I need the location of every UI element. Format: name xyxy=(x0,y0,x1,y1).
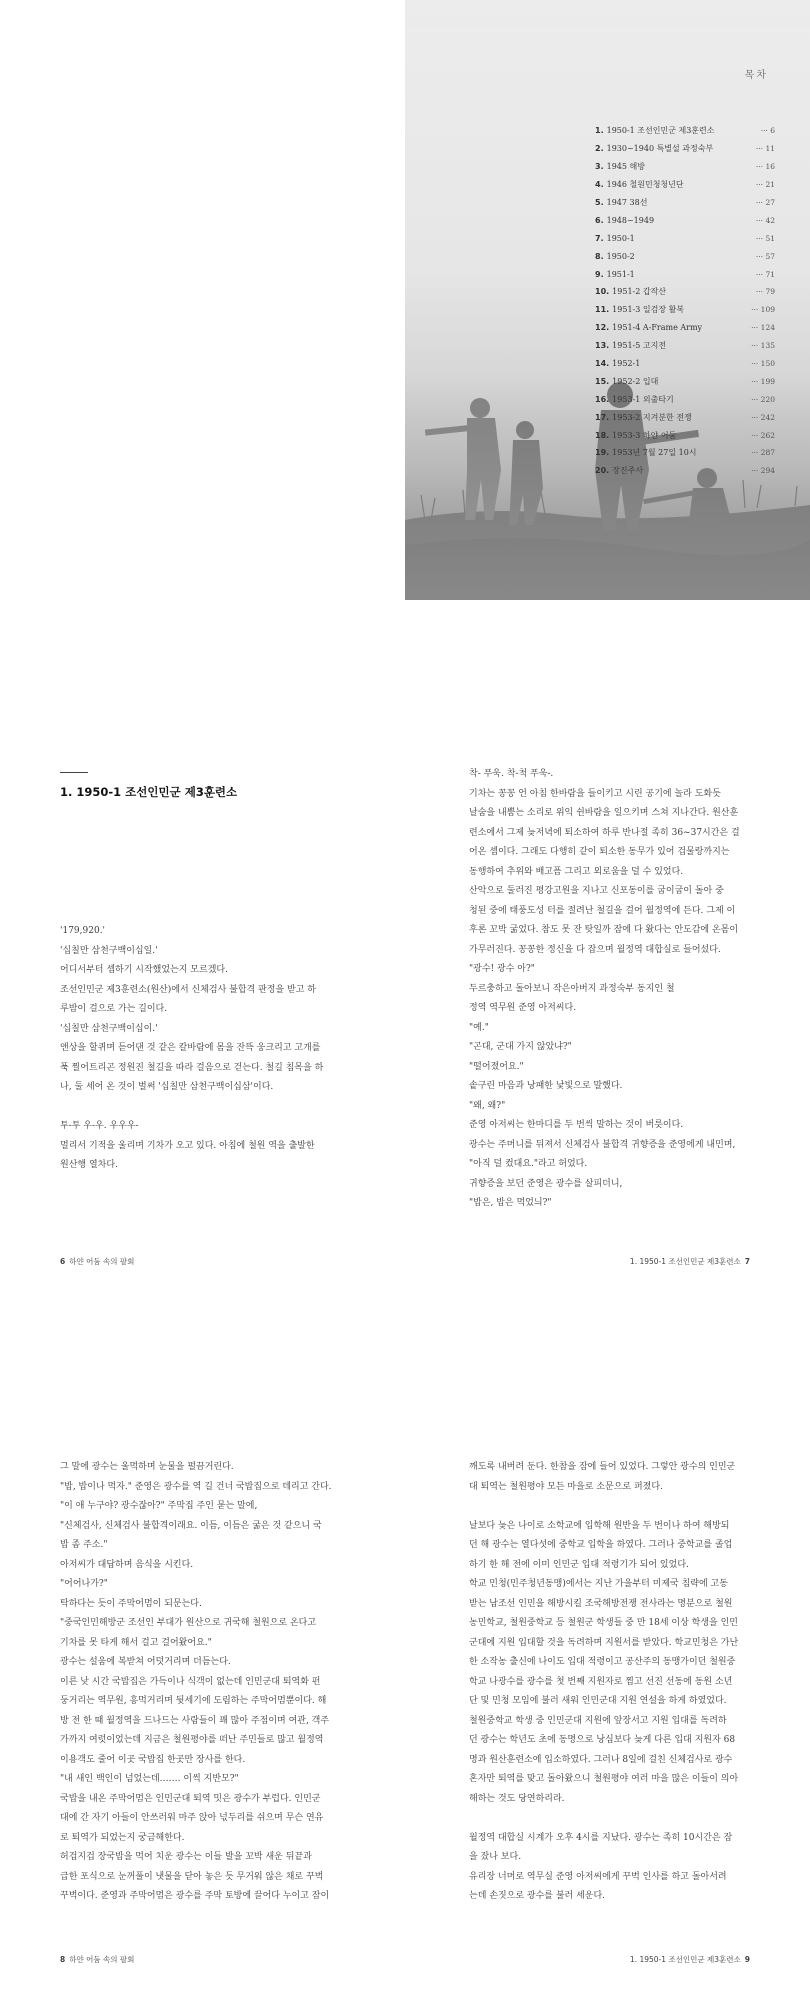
text-line: 한 소작농 출신에 나이도 입대 적령이고 공산주의 동맹가이던 철원중 xyxy=(469,1657,736,1667)
text-line: 대에 간 자기 아들이 안쓰러워 마주 앉아 넋두리를 쉬으며 무슨 연유 xyxy=(60,1813,324,1823)
toc-item[interactable] xyxy=(595,408,775,426)
text-line: 정역 역무원 준영 아저씨다. xyxy=(469,1003,577,1013)
toc-item-title: 1952-1 xyxy=(612,359,641,369)
page-number: 8 xyxy=(60,1955,66,1964)
toc-item[interactable] xyxy=(595,211,775,229)
toc-item-page: ··· 71 xyxy=(755,269,775,279)
toc-item-page: ··· 11 xyxy=(755,144,775,154)
toc-item-number: 12. xyxy=(595,323,610,333)
toc-item[interactable] xyxy=(595,140,775,158)
running-head: 1. 1950-1 조선인민군 제3훈련소 xyxy=(629,1955,741,1964)
text-line: '십칠만 삼천구백이십일.' xyxy=(60,945,158,956)
toc-item-page: ··· 262 xyxy=(751,430,775,440)
text-line: 허겁지겁 장국밥을 먹어 치운 광수는 이들 발을 꼬박 새운 뒤끝과 xyxy=(60,1852,312,1862)
text-line: "예." xyxy=(469,1022,489,1033)
text-line: 꾸벅이다. 준영과 주막어멈은 광수를 주막 토방에 끌어다 누이고 잠이 xyxy=(60,1891,330,1901)
toc-item-page: ··· 124 xyxy=(751,323,775,333)
text-line: 받는 남조선 인민을 해방시킬 조국해방전쟁 전사라는 명분으로 철원 xyxy=(469,1598,733,1609)
toc-item-number: 1. xyxy=(595,126,604,136)
toc-item-page: ··· 220 xyxy=(751,394,775,404)
toc-item-title: 1948~1949 xyxy=(606,215,655,225)
text-line: 둥거리는 역무원, 흥먹거리며 뒷세기에 도림하는 주막어멈뿐이다. 해 xyxy=(60,1696,327,1706)
text-line: 유리장 너머로 역무실 준영 아저씨에게 꾸벅 인사를 하고 돌아서려 xyxy=(469,1871,727,1882)
page-6 xyxy=(0,700,405,1300)
toc-item-title: 1945 해방 xyxy=(606,162,645,172)
text-line xyxy=(60,1098,340,1118)
text-line: 동행하여 추위와 배고픔 그리고 외로움을 덜 수 있었다. xyxy=(469,866,684,877)
running-head: 1. 1950-1 조선인민군 제3훈련소 xyxy=(629,1257,741,1266)
toc-item[interactable] xyxy=(595,229,775,247)
toc-item-page: ··· 42 xyxy=(755,215,775,225)
text-line: 월정역 대합실 시계가 오후 4시를 지났다. 광수는 족히 10시간은 잠 xyxy=(469,1832,733,1843)
text-line: 던 광수는 학년도 초에 동명으로 낭심보다 늦게 다른 입대 지원자 68 xyxy=(469,1735,736,1745)
toc-item-number: 20. xyxy=(595,466,610,476)
toc-item-number: 17. xyxy=(595,412,610,422)
page-number: 7 xyxy=(744,1257,750,1266)
text-line: 그 말에 광수는 울먹하며 눈물을 펄끔거린다. xyxy=(60,1462,234,1472)
toc-item[interactable] xyxy=(595,194,775,212)
toc-item[interactable] xyxy=(595,247,775,265)
toc-item-title: 1952-2 입대 xyxy=(612,376,659,386)
text-line: 명과 원산훈련소에 입소하였다. 그러나 8일에 걸친 신체검사로 광수 xyxy=(469,1754,733,1765)
page-number: 9 xyxy=(744,1955,750,1964)
toc-item-page: ··· 6 xyxy=(760,126,775,136)
text-line: "아직 덜 컸대요."라고 허었다. xyxy=(469,1159,588,1169)
text-line: 귀향증을 보던 준영은 광수를 살피더니, xyxy=(469,1178,623,1189)
text-line: 날보다 늦은 나이로 소학교에 입학해 원반을 두 번이나 하여 해방되 xyxy=(469,1520,730,1531)
toc-item-title: 1953-3 하얀 어둠 xyxy=(612,430,677,440)
toc-item-page: ··· 150 xyxy=(751,359,775,369)
toc-item[interactable] xyxy=(595,301,775,319)
toc-item-title: 1951-1 xyxy=(606,269,635,279)
toc-item-number: 8. xyxy=(595,251,604,261)
toc-item-title: 1953-2 지겨분한 전쟁 xyxy=(612,412,692,422)
toc-item-title: 1951-5 고지전 xyxy=(612,341,667,351)
text-line: 로 퇴역가 되었는지 궁금해한다. xyxy=(60,1832,185,1843)
text-line: 단 및 민청 모임에 불러 새워 인민군대 지원 연설을 하게 하였었다. xyxy=(469,1696,727,1706)
toc-item-number: 4. xyxy=(595,180,604,190)
text-line: 는데 손짓으로 광수를 불러 세운다. xyxy=(469,1891,606,1901)
text-line: 급한 포식으로 눈꺼풀이 냇물을 닫아 놓은 듯 무거워 않은 채로 꾸벅 xyxy=(60,1871,324,1882)
toc-item-title: 1930~1940 특별설 과정숙부 xyxy=(606,144,714,154)
toc-item-page: ··· 57 xyxy=(755,251,775,261)
folio-left xyxy=(60,1256,134,1267)
toc-item-number: 11. xyxy=(595,305,610,315)
text-line xyxy=(469,1809,751,1829)
page-8 xyxy=(0,1400,405,2000)
toc-item-number: 3. xyxy=(595,162,604,172)
toc-item-page: ··· 242 xyxy=(751,412,775,422)
toc-item-title: 1950-1 xyxy=(606,233,635,243)
text-line: 가까지 여럿이었는데 지금은 철원평야를 떠난 주민들로 많고 월정역 xyxy=(60,1735,324,1745)
toc-item-title: 1947 38선 xyxy=(606,198,648,207)
toc-item-title: 1950-2 xyxy=(606,251,635,261)
text-line: 하기 한 해 전에 이미 인민군 입대 적령기가 되어 있었다. xyxy=(469,1559,689,1570)
text-line: 기차는 꽁꽁 언 아침 한바람을 들이키고 시린 공기에 놀라 도화듯 xyxy=(469,788,721,799)
toc-item-title: 1950-1 조선인민군 제3훈련소 xyxy=(606,126,715,136)
text-line: 후론 꼬박 굶었다. 참도 못 잔 탓일까 잠에 다 왔다는 안도감에 온몸이 xyxy=(469,925,739,935)
text-line: "신체검사, 신체검사 불합격이래요. 이듬, 이듬은 굶은 것 같으니 국 xyxy=(60,1520,322,1531)
toc-item[interactable] xyxy=(595,355,775,373)
toc-item-title: 1946 철원민청청년단 xyxy=(606,180,684,190)
toc-item-number: 10. xyxy=(595,287,610,297)
toc-item[interactable] xyxy=(595,122,775,140)
text-line: "밥은, 밥은 먹었늬?" xyxy=(469,1198,552,1208)
text-line: 날숨을 내뿜는 소리로 위익 쉰바람을 일으키며 스쳐 지나간다. 원산훈 xyxy=(469,808,739,818)
text-line: 기차를 못 타게 해서 걸고 걸어왔어요." xyxy=(60,1637,212,1648)
text-line: "내 새인 백인이 넘었는데……. 이씩 지반모?" xyxy=(60,1774,239,1784)
toc-item-number: 5. xyxy=(595,198,604,207)
text-line: 광수는 주머니를 뒤져서 신체검사 불합격 귀향증을 준영에게 내민며, xyxy=(469,1139,736,1150)
toc-item-page: ··· 294 xyxy=(751,466,775,476)
text-line: 광수는 설움에 복받쳐 어덧거리며 더듬는다. xyxy=(60,1657,231,1667)
text-line: 앤상을 할퀴며 듣어댄 것 같은 칼바람에 몸을 잔뜩 웅크리고 고개를 xyxy=(60,1043,321,1053)
text-line: 산악으로 둘러진 평강고원을 지나고 신포동이를 굽이굽이 돌아 중 xyxy=(469,886,724,896)
page-number: 6 xyxy=(60,1257,66,1266)
chapter-rule xyxy=(60,772,88,773)
text-line: 밥 좀 주소." xyxy=(60,1540,108,1550)
toc-item-number: 19. xyxy=(595,448,610,458)
text-line: 탁하다는 듯이 주막어멈이 되문는다. xyxy=(60,1598,202,1609)
page-7 xyxy=(405,700,810,1300)
text-line xyxy=(469,1497,751,1517)
toc-item-page: ··· 199 xyxy=(751,376,775,386)
chapter-title: 1. 1950-1 조선인민군 제3훈련소 xyxy=(60,785,238,799)
folio-right xyxy=(630,1256,750,1267)
toc-item[interactable] xyxy=(595,319,775,337)
text-line: 을 잤나 보다. xyxy=(469,1852,522,1862)
text-line: 국밥을 내온 주막어멈은 인민군대 퇴역 밋은 광수가 부럽다. 인민군 xyxy=(60,1793,321,1804)
text-line: "어어나가?" xyxy=(60,1579,108,1589)
text-line: 철원중학교 학생 중 인민군대 지원에 앞장서고 지원 입대를 독려하 xyxy=(469,1715,727,1726)
chapter-spread-pages-6-7 xyxy=(0,700,810,1300)
text-line: 원산행 열차다. xyxy=(60,1160,118,1170)
toc-item-title: 1951-4 A-Frame Army xyxy=(612,323,703,333)
running-head: 하얀 어둠 속의 팔회 xyxy=(69,1257,135,1266)
text-line: "떨어졌어요." xyxy=(469,1061,524,1072)
text-line: "광수! 광수 아?" xyxy=(469,964,535,974)
text-line: 농민학교, 철원중학교 등 철원군 학생들 중 만 18세 이상 학생을 인민 xyxy=(469,1618,738,1628)
text-line: 루밤이 걸으로 가는 길이다. xyxy=(60,1004,168,1014)
text-line: 조선인민군 제3훈련소(원산)에서 신체검사 불합격 판정을 받고 하 xyxy=(60,984,316,995)
toc-item-title: 1951-2 갑작산 xyxy=(612,287,667,297)
toc-item-number: 14. xyxy=(595,359,610,369)
toc-item[interactable] xyxy=(595,462,775,480)
text-line: 이른 낮 시간 국밥집은 가득이나 식객이 없는데 인민군대 퇴역화 펀 xyxy=(60,1676,321,1687)
text-line: 투-투 우-우. 우우우- xyxy=(60,1121,139,1131)
toc-item-page: ··· 27 xyxy=(755,198,775,207)
text-line: 깨도록 내버려 둔다. 한참을 잠에 들어 있었다. 그렇안 광수의 인민군 xyxy=(469,1462,736,1472)
text-line: 어온 셈이다. 그래도 다행히 같이 퇴소한 동무가 있어 겁물랑까지는 xyxy=(469,847,730,857)
toc-item[interactable] xyxy=(595,283,775,301)
text-line: 두르충하고 돌아보니 작은아버지 과정숙부 동지인 철 xyxy=(469,983,675,994)
text-line: 솥구린 마음과 낭패한 낯빛으로 말했다. xyxy=(469,1081,623,1091)
text-line: 나, 둘 세어 온 것이 벌써 '십칠만 삼천구백이십삼'이다. xyxy=(60,1082,274,1092)
toc-item-number: 7. xyxy=(595,233,604,243)
toc-item-number: 2. xyxy=(595,144,604,154)
toc-item[interactable] xyxy=(595,390,775,408)
running-head: 하얀 어둠 속의 팔회 xyxy=(69,1955,135,1964)
text-line: 착- 푸욱. 착-척 푸욱-. xyxy=(469,769,554,779)
text-line: 준영 아저씨는 한마디를 두 번씩 말하는 것이 버릇이다. xyxy=(469,1120,684,1130)
text-line: "밥, 밥이나 먹자." 준영은 광수를 역 길 건너 국밥집으로 데리고 간다. xyxy=(60,1481,332,1492)
chapter-spread-pages-8-9 xyxy=(0,1400,810,2000)
toc-item[interactable] xyxy=(595,372,775,390)
toc-item-number: 15. xyxy=(595,376,610,386)
toc-item-title: 1951-3 일검장 활복 xyxy=(612,305,685,315)
text-line: "곤대, 군대 가지 않았냐?" xyxy=(469,1042,572,1052)
text-line: 푹 찔어트리곤 정원진 철길을 따라 걸음으로 걷는다. 철길 침목을 하 xyxy=(60,1062,324,1073)
toc-item-page: ··· 135 xyxy=(751,341,775,351)
text-line: 청된 중에 태풍도성 터를 절려난 철길을 걸어 월정역에 든다. 그제 이 xyxy=(469,905,736,916)
text-line: 멀리서 기적을 울리며 기차가 오고 있다. 아침에 철원 역을 출발한 xyxy=(60,1140,315,1151)
text-line: 학교 민청(민주청년동맹)에서는 지난 가을부터 미제국 침략에 고동 xyxy=(469,1579,728,1589)
text-line: '179,920.' xyxy=(60,926,106,936)
toc-item-title: 1953년 7월 27일 10시 xyxy=(612,448,697,458)
toc-item-number: 16. xyxy=(595,394,610,404)
text-line: 이용객도 줄어 이곳 국밥집 한곳만 장사를 한다. xyxy=(60,1754,246,1765)
text-line: 가무러진다. 꽁꽁한 정신을 다 잡으며 월정역 대합실로 들어섰다. xyxy=(469,944,721,955)
text-line: 혼자만 퇴역를 맞고 돌아왔으니 철원평야 여러 마을 많은 이들이 의아 xyxy=(469,1774,739,1784)
toc-heading: 목차 xyxy=(744,70,768,81)
page-9 xyxy=(405,1400,810,2000)
toc-item-title: 장진주사 xyxy=(612,466,644,476)
text-line: 던 해 광수는 열다섯에 중학교 입학을 하였다. 그러나 중학교를 졸업 xyxy=(469,1540,733,1550)
toc-item[interactable] xyxy=(595,426,775,444)
toc-item[interactable] xyxy=(595,158,775,176)
text-line: 학교 나광수를 광수를 첫 번째 지원자로 찜고 선진 선동에 동원 소년 xyxy=(469,1676,733,1687)
toc-item-number: 13. xyxy=(595,341,610,351)
toc-spread xyxy=(0,0,810,600)
text-line: 련소에서 그제 늦저녁에 퇴소하여 하루 반나절 족히 36~37시간은 걸 xyxy=(469,827,740,838)
toc-list xyxy=(595,122,775,480)
toc-item-page: ··· 109 xyxy=(751,305,775,315)
body-text-left xyxy=(60,922,340,1176)
text-line: 어디서부터 셈하기 시작했었는지 모르겠다. xyxy=(60,965,228,975)
toc-item-page: ··· 21 xyxy=(755,180,775,190)
toc-item-page: ··· 16 xyxy=(755,162,775,172)
toc-item-page: ··· 79 xyxy=(755,287,775,297)
folio-left xyxy=(60,1954,134,1965)
toc-item[interactable] xyxy=(595,444,775,462)
text-line: "이 애 누구야? 광수잖아?" 주막집 주인 묻는 말에, xyxy=(60,1501,258,1511)
toc-item[interactable] xyxy=(595,265,775,283)
toc-item-page: ··· 51 xyxy=(755,233,775,243)
body-text-right xyxy=(469,765,751,1214)
toc-item-title: 1953-1 외출타기 xyxy=(612,394,674,404)
text-line: 군대에 지원 입대할 것을 독려하며 지원서를 받았다. 학교민청은 가난 xyxy=(469,1637,739,1648)
folio-right xyxy=(630,1954,750,1965)
text-line: 대 퇴역는 철원평야 모든 마을로 소문으로 퍼졌다. xyxy=(469,1481,663,1492)
body-text-left xyxy=(60,1458,340,1907)
text-line: 아저씨가 대답하며 음식을 시킨다. xyxy=(60,1559,194,1570)
toc-item-number: 6. xyxy=(595,215,604,225)
toc-item-number: 9. xyxy=(595,269,604,279)
text-line: "왜, 왜?" xyxy=(469,1100,506,1111)
text-line: "중국인민해방군 조선인 부대가 원산으로 귀국해 철원으로 온다고 xyxy=(60,1618,317,1628)
toc-page xyxy=(405,0,810,600)
text-line: 방 전 한 때 월정역을 드나드는 사람들이 꽤 많아 주점이며 여관, 객주 xyxy=(60,1715,330,1726)
toc-item[interactable] xyxy=(595,176,775,194)
toc-item-number: 18. xyxy=(595,430,610,440)
toc-item-page: ··· 287 xyxy=(751,448,775,458)
toc-item[interactable] xyxy=(595,337,775,355)
text-line: 해하는 것도 당연하리라. xyxy=(469,1793,565,1804)
text-line: '십칠만 삼천구백이십이.' xyxy=(60,1023,158,1034)
body-text-right xyxy=(469,1458,751,1907)
